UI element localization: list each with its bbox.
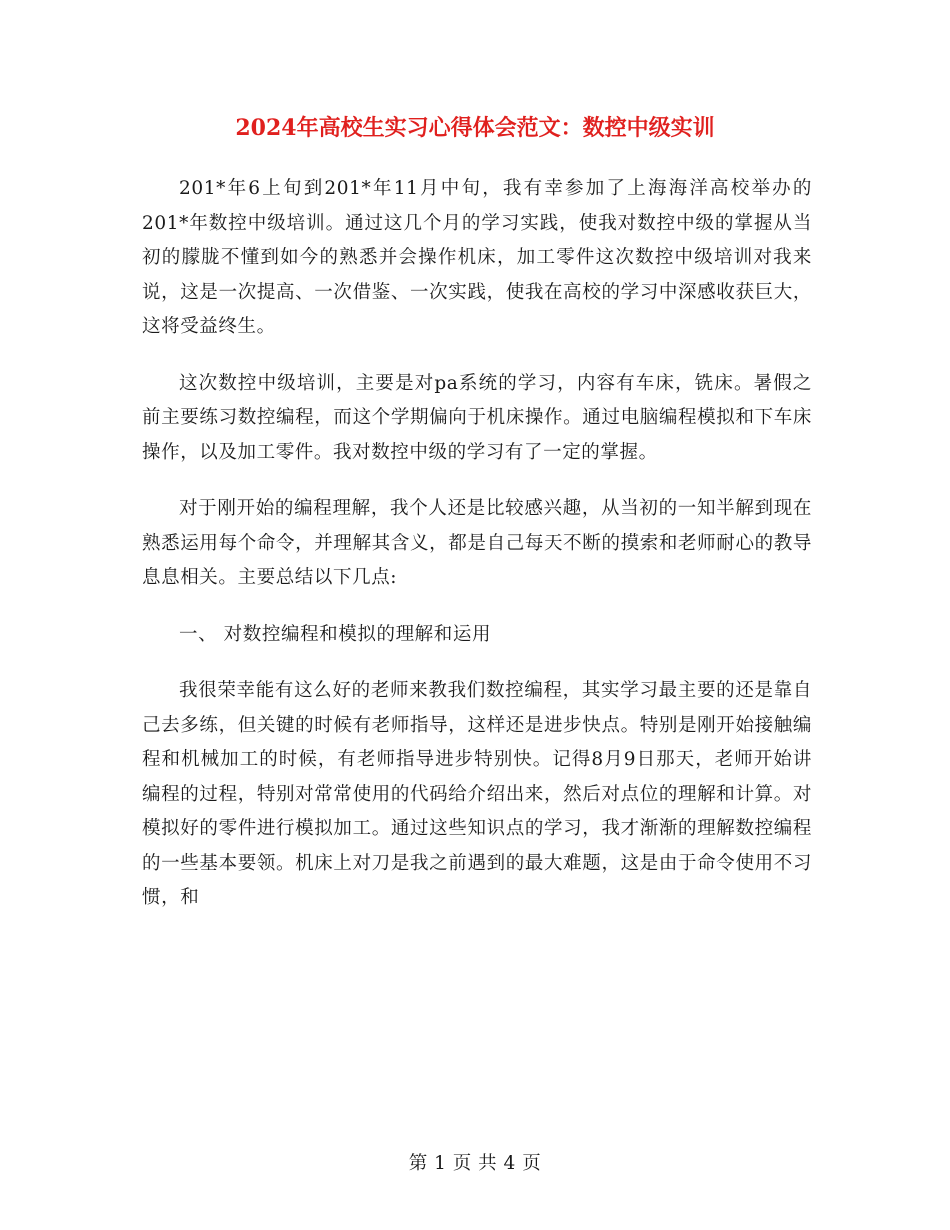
document-body: [142, 172, 812, 938]
page-number-footer: 第 1 页 共 4 页: [408, 1153, 542, 1174]
paragraph-section-1: 我很荣幸能有这么好的老师来教我们数控编程，其实学习最主要的还是靠自己去多练，但关键的时候有老师指导，这样还是进步快点。特别是刚开始接触编程和机械加工的时候，有老师指导进步特别快。记得8月9日那天，老师开始讲编程的过程，特别对常常使用的代码给介绍出来，然后对点位的理解和计算。对模拟好的零件进行模拟加工。通过这些知识点的学习，我才渐渐的理解数控编程的一些基本要领。机床上对刀是我之前遇到的最大难题，这是由于命令使用不习惯，和: [142, 680, 812, 908]
paragraph-programming-understanding: 对于刚开始的编程理解，我个人还是比较感兴趣，从当初的一知半解到现在熟悉运用每个命令，并理解其含义，都是自己每天不断的摸索和老师耐心的教导息息相关。主要总结以下几点:: [142, 498, 812, 588]
section-heading-1: 一、 对数控编程和模拟的理解和运用: [179, 623, 492, 645]
document-title: 2024年高校生实习心得体会范文：数控中级实训: [235, 115, 715, 141]
paragraph-intro: 201*年6上旬到201*年11月中旬，我有幸参加了上海海洋高校举办的201*年数控中级培训。通过这几个月的学习实践，使我对数控中级的掌握从当初的朦胧不懂到如今的熟悉并会操作机床，加工零件这次数控中级培训对我来说，这是一次提高、一次借鉴、一次实践，使我在高校的学习中深感收获巨大，这将受益终生。: [142, 178, 812, 337]
paragraph-training-content: 这次数控中级培训，主要是对pa系统的学习，内容有车床，铣床。暑假之前主要练习数控编程，而这个学期偏向于机床操作。通过电脑编程模拟和下车床操作，以及加工零件。我对数控中级的学习有了一定的掌握。: [142, 372, 812, 463]
